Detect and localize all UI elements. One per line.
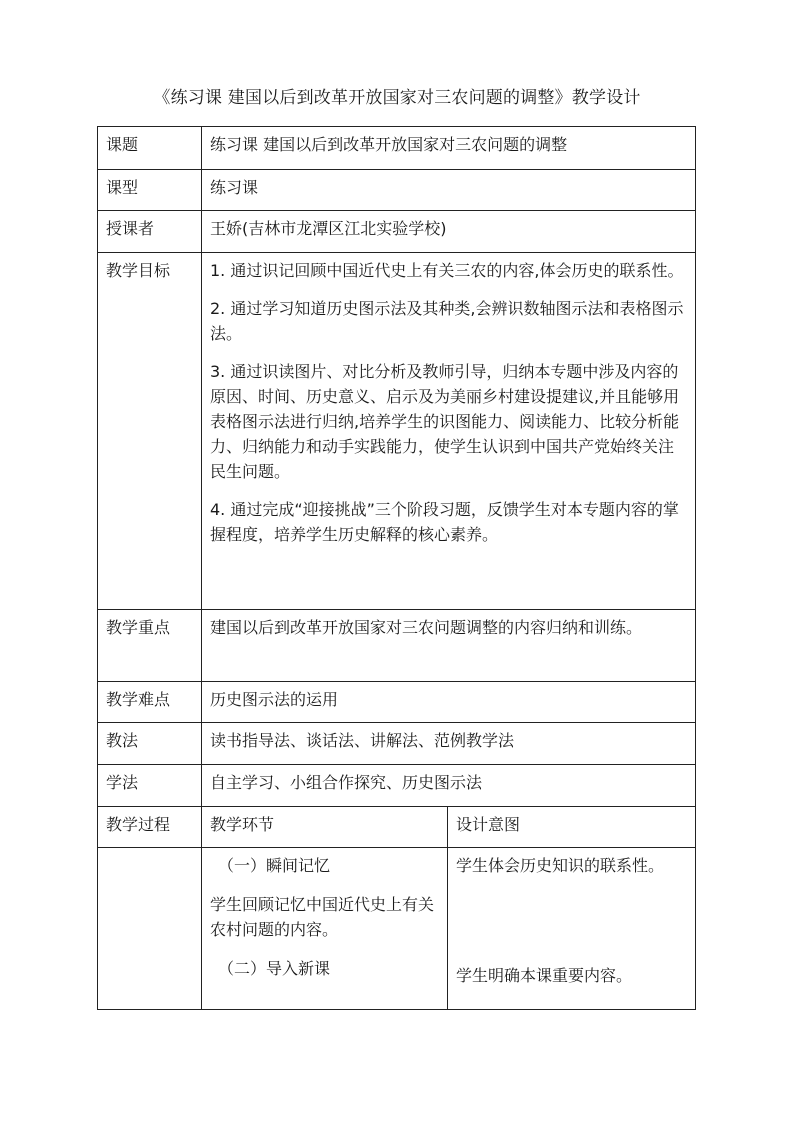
row-label: 教学难点 (98, 682, 202, 723)
objective-item: 4. 通过完成“迎接挑战”三个阶段习题，反馈学生对本专题内容的掌握程度，培养学生历史解释的核心素养。 (210, 500, 679, 544)
row-label: 教学重点 (98, 610, 202, 682)
row-value: 王娇(吉林市龙潭区江北实验学校) (202, 211, 696, 253)
row-value: 历史图示法的运用 (202, 682, 696, 723)
row-value: 练习课 (202, 170, 696, 211)
table-row-topic (98, 127, 696, 170)
row-label: 课型 (98, 170, 202, 211)
table-row-difficulties (98, 682, 696, 723)
table-row-type (98, 170, 696, 211)
document-title: 《练习课 建国以后到改革开放国家对三农问题的调整》教学设计 (153, 88, 641, 108)
objectives-cell (202, 253, 696, 610)
row-label: 教法 (98, 723, 202, 765)
table-row-key-points (98, 610, 696, 682)
table-row-process-body (98, 848, 696, 1010)
intent-text: 学生明确本课重要内容。 (456, 966, 633, 985)
column-header-intent: 设计意图 (448, 807, 696, 848)
row-label: 教学目标 (98, 253, 202, 610)
lesson-plan-table (97, 126, 696, 1010)
row-label: 教学过程 (98, 807, 202, 848)
row-value: 自主学习、小组合作探究、历史图示法 (202, 765, 696, 807)
objective-item: 1. 通过识记回顾中国近代史上有关三农的内容,体会历史的联系性。 (210, 261, 684, 280)
row-value: 练习课 建国以后到改革开放国家对三农问题的调整 (202, 127, 696, 170)
design-intent-cell (448, 848, 696, 1010)
table-row-teaching-methods (98, 723, 696, 765)
row-label: 授课者 (98, 211, 202, 253)
intent-text: 学生体会历史知识的联系性。 (456, 856, 665, 875)
step-title: （一）瞬间记忆 (218, 856, 331, 875)
row-value: 读书指导法、谈话法、讲解法、范例教学法 (202, 723, 696, 765)
step-text: 学生回顾记忆中国近代史上有关农村问题的内容。 (210, 895, 435, 939)
table-row-objectives (98, 253, 696, 610)
table-row-learning-methods (98, 765, 696, 807)
table-row-process-header (98, 807, 696, 848)
process-steps-cell (202, 848, 448, 1010)
step-title: （二）导入新课 (218, 959, 331, 978)
objective-item: 3. 通过识读图片、对比分析及教师引导，归纳本专题中涉及内容的原因、时间、历史意义、启示及为美丽乡村建设提建议,并且能够用表格图示法进行归纳,培养学生的识图能力、阅读能力、比较分析能力、归纳能力和动手实践能力，使学生认识到中国共产党始终关注民生问题。 (210, 362, 680, 481)
objective-item: 2. 通过学习知道历史图示法及其种类,会辨识数轴图示法和表格图示法。 (210, 299, 684, 343)
row-label: 学法 (98, 765, 202, 807)
table-row-teacher (98, 211, 696, 253)
row-label: 课题 (98, 127, 202, 170)
row-value: 建国以后到改革开放国家对三农问题调整的内容归纳和训练。 (202, 610, 696, 682)
column-header-step: 教学环节 (202, 807, 448, 848)
empty-cell (98, 848, 202, 1010)
